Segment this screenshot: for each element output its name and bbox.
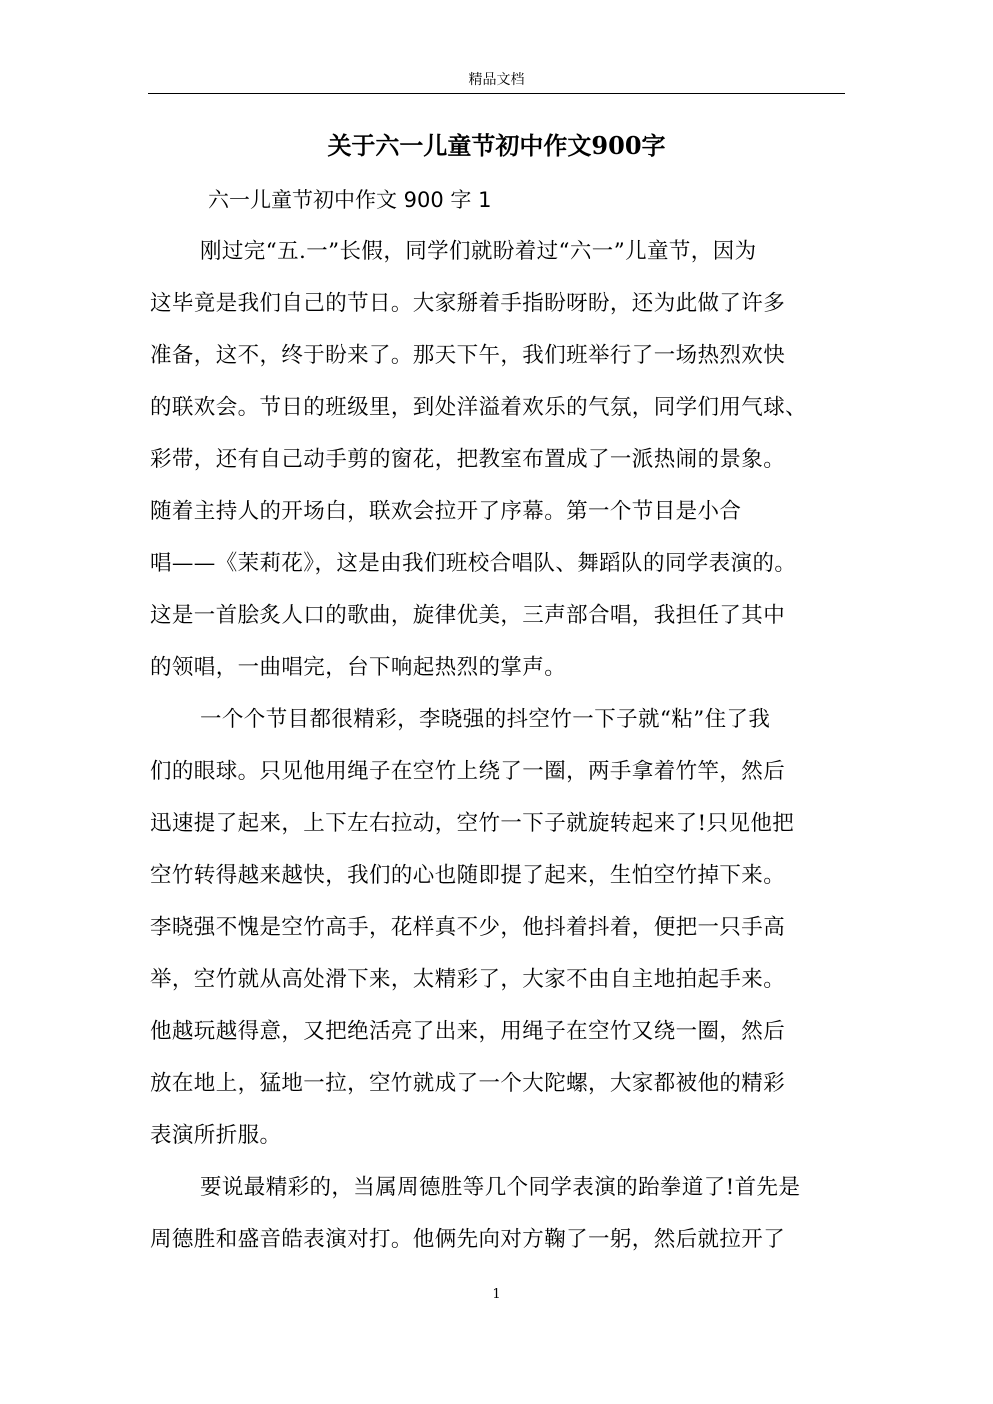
paragraph-line: 空竹转得越来越快，我们的心也随即提了起来，生怕空竹掉下来。 [150, 863, 786, 888]
paragraph-line: 放在地上，猛地一拉，空竹就成了一个大陀螺，大家都被他的精彩 [150, 1071, 786, 1096]
paragraph-line: 刚过完“五.一”长假，同学们就盼着过“六一”儿童节，因为 [200, 239, 757, 264]
page-number: 1 [492, 1287, 501, 1302]
paragraph-line: 们的眼球。只见他用绳子在空竹上绕了一圈，两手拿着竹竿，然后 [150, 759, 786, 784]
paragraph-line: 唱——《茉莉花》，这是由我们班校合唱队、舞蹈队的同学表演的。 [150, 551, 797, 576]
paragraph-line: 举，空竹就从高处滑下来，太精彩了，大家不由自主地拍起手来。 [150, 967, 786, 992]
paragraph-line: 随着主持人的开场白，联欢会拉开了序幕。第一个节目是小合 [150, 499, 742, 524]
paragraph-line: 周德胜和盛音皓表演对打。他俩先向对方鞠了一躬，然后就拉开了 [150, 1227, 786, 1252]
paragraph-line: 李晓强不愧是空竹高手，花样真不少，他抖着抖着，便把一只手高 [150, 915, 786, 940]
paragraph-line: 的联欢会。节日的班级里，到处洋溢着欢乐的气氛，同学们用气球、 [150, 395, 808, 420]
paragraph-line: 准备，这不，终于盼来了。那天下午，我们班举行了一场热烈欢快 [150, 343, 786, 368]
section-subtitle: 六一儿童节初中作文 900 字 1 [208, 188, 492, 212]
paragraph-line: 的领唱，一曲唱完，台下响起热烈的掌声。 [150, 655, 567, 680]
paragraph-line: 这是一首脍炙人口的歌曲，旋律优美，三声部合唱，我担任了其中 [150, 603, 786, 628]
header-divider [148, 93, 845, 94]
paragraph-line: 他越玩越得意，又把绝活亮了出来，用绳子在空竹又绕一圈，然后 [150, 1019, 786, 1044]
paragraph-line: 彩带，还有自己动手剪的窗花，把教室布置成了一派热闹的景象。 [150, 447, 786, 472]
document-title: 关于六一儿童节初中作文900字 [327, 131, 666, 160]
paragraph-line: 表演所折服。 [150, 1123, 282, 1148]
page-header: 精品文档 [468, 72, 525, 88]
paragraph-line: 一个个节目都很精彩，李晓强的抖空竹一下子就“粘”住了我 [200, 707, 771, 732]
paragraph-line: 要说最精彩的，当属周德胜等几个同学表演的跆拳道了!首先是 [200, 1175, 801, 1200]
paragraph-line: 迅速提了起来，上下左右拉动，空竹一下子就旋转起来了!只见他把 [150, 811, 795, 836]
paragraph-line: 这毕竟是我们自己的节日。大家掰着手指盼呀盼，还为此做了许多 [150, 291, 786, 316]
